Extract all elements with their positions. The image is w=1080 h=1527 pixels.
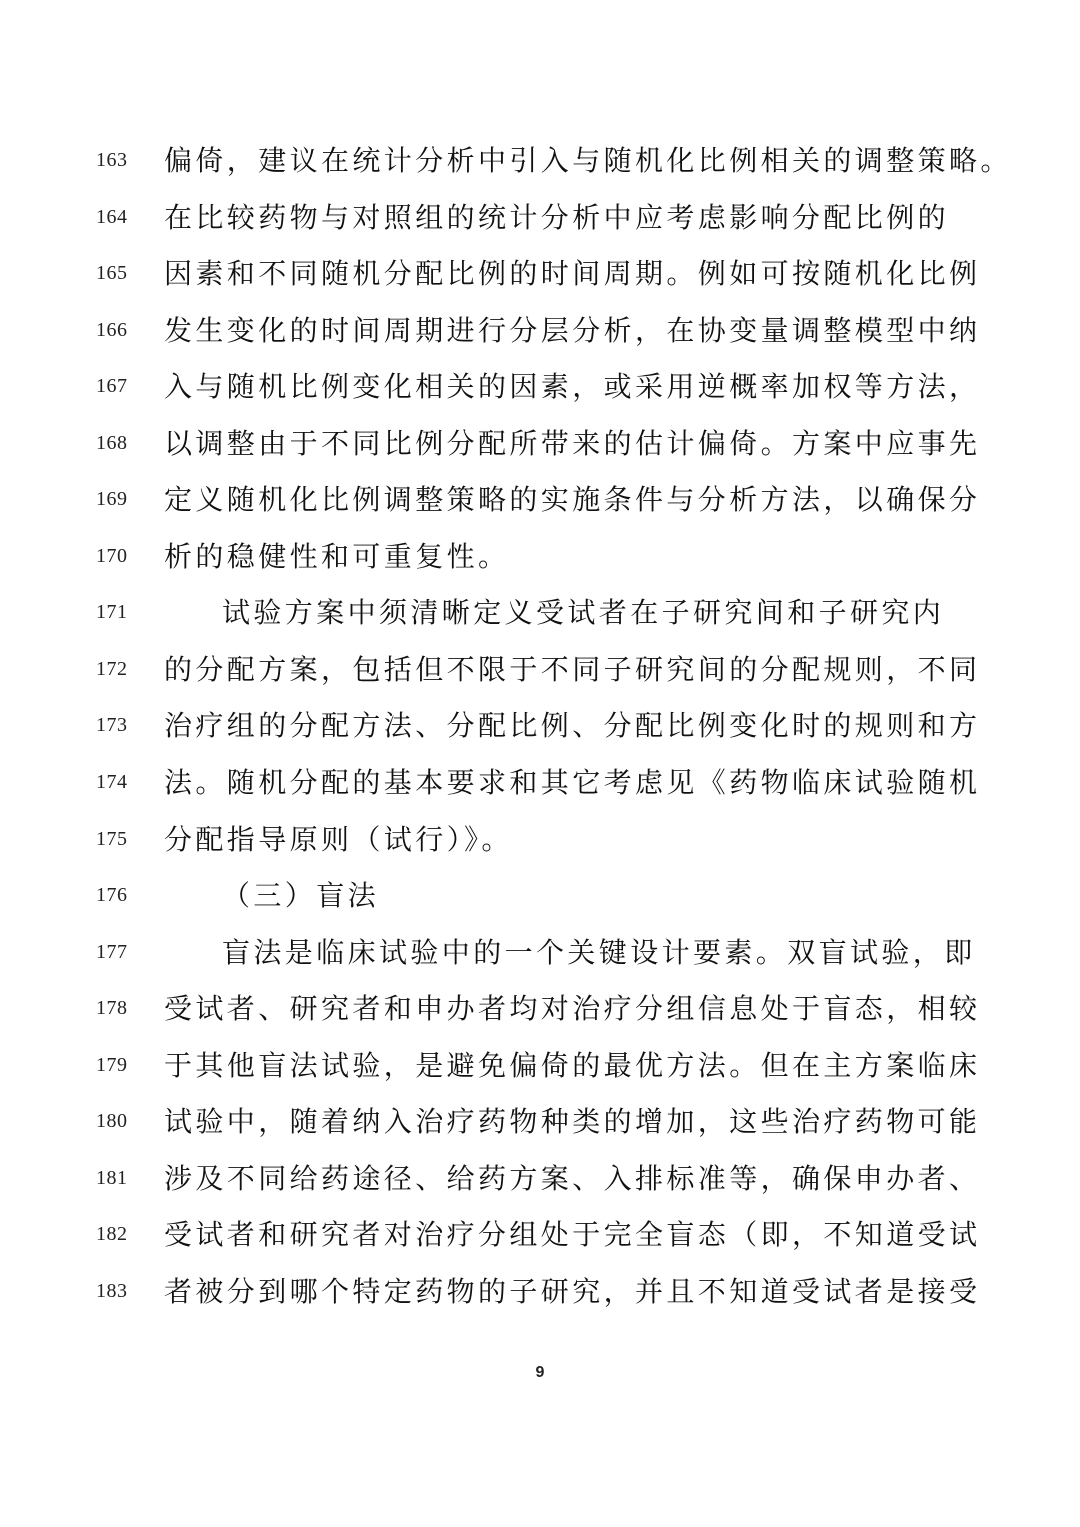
line-number: 181: [96, 1167, 128, 1189]
line-number: 172: [96, 658, 128, 680]
text-line: [0, 593, 1080, 633]
line-text: 分配指导原则（试行）》。: [164, 823, 513, 856]
line-number: 167: [96, 375, 128, 397]
line-number: 177: [96, 941, 128, 963]
line-text: 以调整由于不同比例分配所带来的估计偏倚。方案中应事先: [164, 427, 981, 460]
text-line: [0, 198, 1080, 238]
line-text: 的分配方案，包括但不限于不同子研究间的分配规则，不同: [164, 653, 981, 686]
text-line: [0, 1159, 1080, 1199]
text-line: [0, 763, 1080, 803]
section-heading-line: [0, 876, 1080, 916]
line-text: 在比较药物与对照组的统计分析中应考虑影响分配比例的: [164, 201, 950, 234]
line-number: 178: [96, 997, 128, 1019]
text-line: [0, 650, 1080, 690]
text-line: [0, 706, 1080, 746]
text-line: [0, 537, 1080, 577]
line-text: 涉及不同给药途径、给药方案、入排标准等，确保申办者、: [164, 1162, 981, 1195]
line-number: 175: [96, 828, 128, 850]
text-line: [0, 141, 1080, 181]
line-text: 于其他盲法试验，是避免偏倚的最优方法。但在主方案临床: [164, 1049, 981, 1082]
line-text: 析的稳健性和可重复性。: [164, 540, 510, 573]
line-number: 180: [96, 1110, 128, 1132]
text-line: [0, 1046, 1080, 1086]
line-number: 170: [96, 545, 128, 567]
text-line: [0, 1272, 1080, 1312]
line-text: 者被分到哪个特定药物的子研究，并且不知道受试者是接受: [164, 1275, 981, 1308]
page-number: 9: [535, 1364, 545, 1381]
text-line: [0, 989, 1080, 1029]
line-text: 盲法是临床试验中的一个关键设计要素。双盲试验，即: [222, 936, 976, 969]
line-number: 165: [96, 262, 128, 284]
text-line: [0, 424, 1080, 464]
line-text: 入与随机比例变化相关的因素，或采用逆概率加权等方法，: [164, 370, 981, 403]
text-line: [0, 367, 1080, 407]
line-number: 169: [96, 488, 128, 510]
line-text: 受试者、研究者和申办者均对治疗分组信息处于盲态，相较: [164, 992, 981, 1025]
text-line: [0, 254, 1080, 294]
line-number: 171: [96, 601, 128, 623]
line-text: 法。随机分配的基本要求和其它考虑见《药物临床试验随机: [164, 766, 981, 799]
line-text: 发生变化的时间周期进行分层分析，在协变量调整模型中纳: [164, 314, 981, 347]
line-text: 试验方案中须清晰定义受试者在子研究间和子研究内: [222, 596, 945, 629]
line-number: 163: [96, 149, 128, 171]
line-text: 偏倚，建议在统计分析中引入与随机化比例相关的调整策略。: [164, 144, 1012, 177]
text-line: [0, 480, 1080, 520]
line-number: 173: [96, 714, 128, 736]
text-line: [0, 1102, 1080, 1142]
line-number: 166: [96, 319, 128, 341]
section-heading: （三）盲法: [222, 879, 380, 912]
line-number: 168: [96, 432, 128, 454]
text-line: [0, 311, 1080, 351]
line-number: 179: [96, 1054, 128, 1076]
line-text: 定义随机化比例调整策略的实施条件与分析方法，以确保分: [164, 483, 981, 516]
line-number: 164: [96, 206, 128, 228]
line-text: 受试者和研究者对治疗分组处于完全盲态（即，不知道受试: [164, 1218, 981, 1251]
line-number: 176: [96, 884, 128, 906]
text-line: [0, 933, 1080, 973]
line-text: 试验中，随着纳入治疗药物种类的增加，这些治疗药物可能: [164, 1105, 981, 1138]
line-text: 因素和不同随机分配比例的时间周期。例如可按随机化比例: [164, 257, 981, 290]
text-line: [0, 820, 1080, 860]
line-number: 174: [96, 771, 128, 793]
line-number: 183: [96, 1280, 128, 1302]
text-line: [0, 1215, 1080, 1255]
line-number: 182: [96, 1223, 128, 1245]
line-text: 治疗组的分配方法、分配比例、分配比例变化时的规则和方: [164, 709, 981, 742]
